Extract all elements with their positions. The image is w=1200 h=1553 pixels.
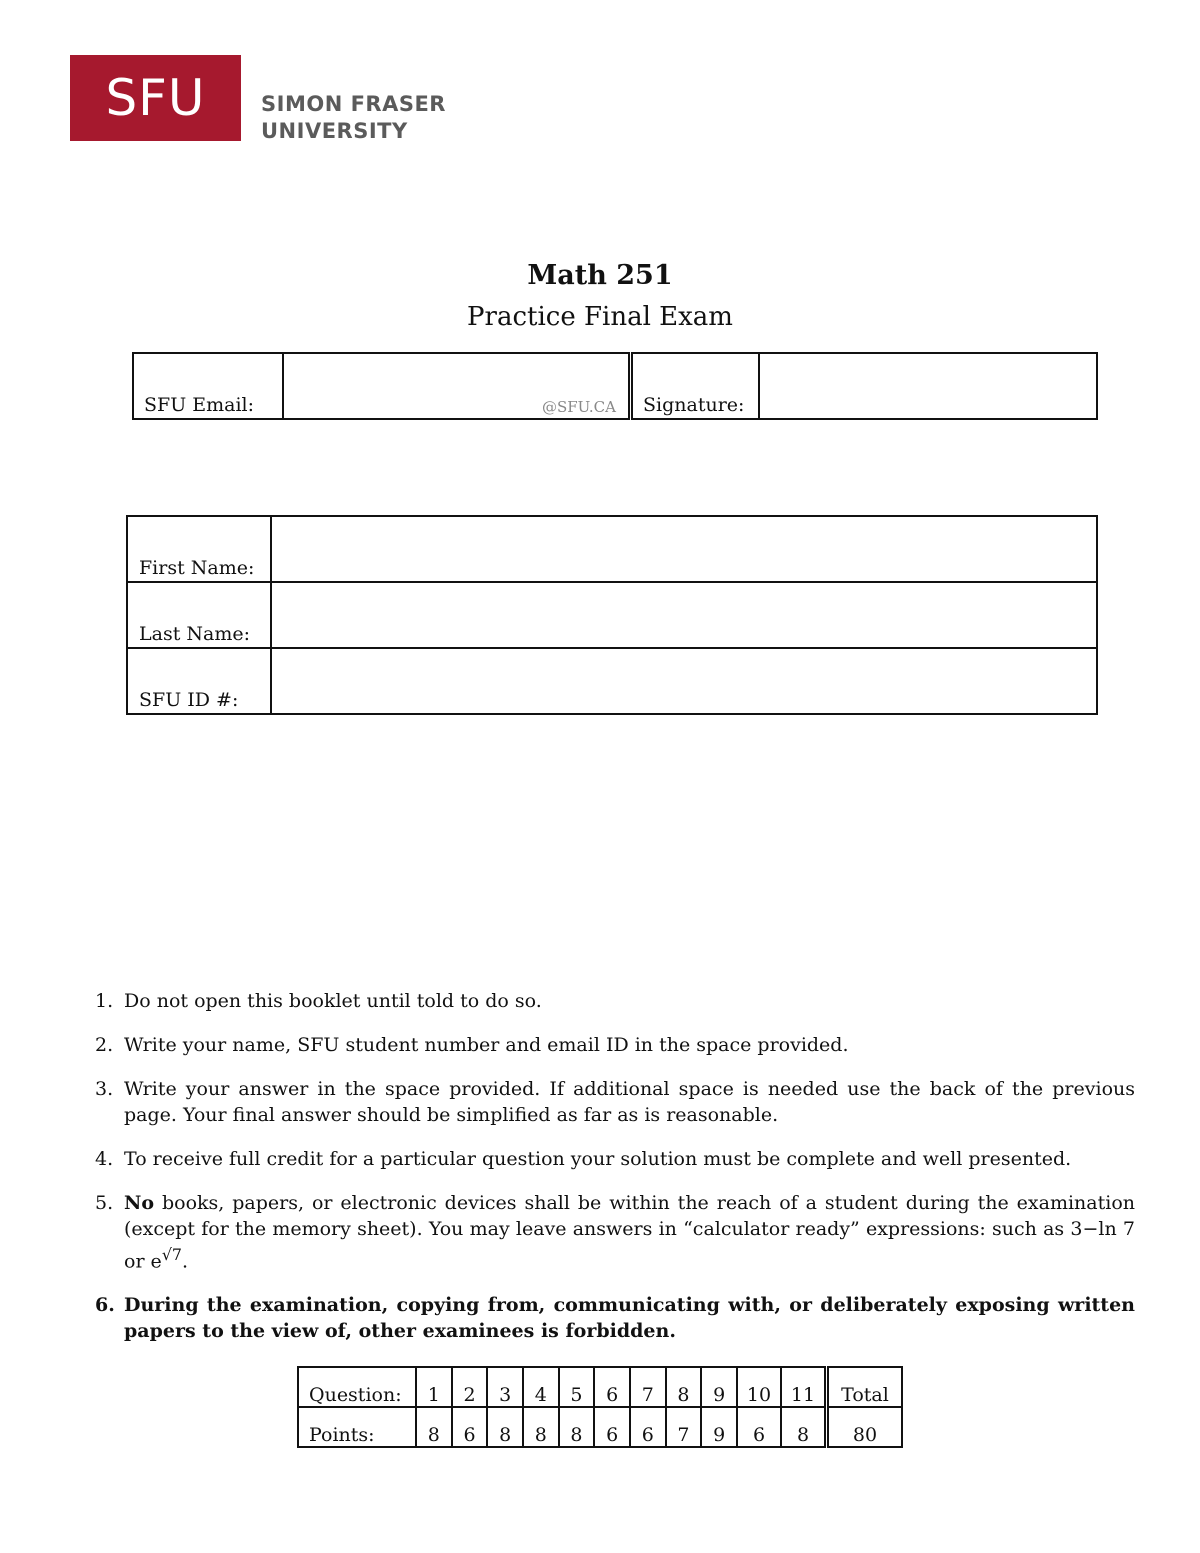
instruction-item <box>95 1292 1135 1344</box>
last-name-label: Last Name: <box>127 582 271 648</box>
instruction-item <box>95 1146 1135 1172</box>
points-cell: 7 <box>666 1407 702 1447</box>
student-id-field[interactable] <box>271 648 1097 714</box>
student-info-table <box>126 515 1098 715</box>
instruction-number: 1. <box>95 990 114 1012</box>
points-cell: 8 <box>523 1407 559 1447</box>
question-cell: 4 <box>523 1367 559 1407</box>
student-id-label: SFU ID #: <box>127 648 271 714</box>
question-cell: 8 <box>666 1367 702 1407</box>
points-table <box>297 1366 903 1448</box>
first-name-label: First Name: <box>127 516 271 582</box>
logo-line-1: SIMON FRASER <box>261 92 446 116</box>
question-header: Question: <box>298 1367 416 1407</box>
points-cell: 8 <box>559 1407 595 1447</box>
question-cell: 9 <box>701 1367 737 1407</box>
instruction-number: 4. <box>95 1148 114 1170</box>
points-cell: 9 <box>701 1407 737 1447</box>
instruction-tail: . <box>181 1250 189 1273</box>
email-signature-table <box>132 352 1098 420</box>
signature-field[interactable] <box>759 353 1097 419</box>
student-id-row <box>127 648 1097 714</box>
points-cell: 6 <box>737 1407 781 1447</box>
first-name-field[interactable] <box>271 516 1097 582</box>
instruction-item <box>95 1076 1135 1128</box>
instruction-item <box>95 1190 1135 1274</box>
instruction-text: Write your name, SFU student number and email ID in the space provided. <box>124 1034 849 1056</box>
points-cell: 6 <box>630 1407 666 1447</box>
instruction-item <box>95 1032 1135 1058</box>
first-name-row <box>127 516 1097 582</box>
last-name-field[interactable] <box>271 582 1097 648</box>
course-title: Math 251 <box>527 260 673 291</box>
instruction-item <box>95 988 1135 1014</box>
instruction-text: Do not open this booklet until told to do so. <box>124 990 542 1012</box>
instruction-emphasis: No <box>124 1192 155 1214</box>
question-cell: 3 <box>487 1367 523 1407</box>
exam-title: Practice Final Exam <box>467 302 733 332</box>
points-header: Points: <box>298 1407 416 1447</box>
last-name-row <box>127 582 1097 648</box>
points-cell: 6 <box>452 1407 488 1447</box>
instruction-text: During the examination, copying from, communicating with, or deliberately exposing written papers to the view of, other examinees is forbidden. <box>124 1294 1135 1343</box>
instructions-list <box>95 988 1135 1362</box>
instruction-text: To receive full credit for a particular question your solution must be complete and well presented. <box>124 1148 1072 1170</box>
logo-line-2: UNIVERSITY <box>261 119 408 143</box>
instruction-text: Write your answer in the space provided. If additional space is needed use the back of the previous page. Your final answer should be simplified as far as is reasonable. <box>124 1078 1135 1126</box>
total-points: 80 <box>827 1407 903 1447</box>
question-cell: 6 <box>594 1367 630 1407</box>
total-header: Total <box>827 1367 903 1407</box>
sfu-logo-mark: SFU <box>70 55 241 141</box>
sfu-logo-wordmark <box>261 91 446 145</box>
points-cell: 6 <box>594 1407 630 1447</box>
sfu-logo <box>70 55 450 145</box>
question-cell: 1 <box>416 1367 452 1407</box>
signature-label: Signature: <box>631 353 760 419</box>
question-cell: 10 <box>737 1367 781 1407</box>
question-row <box>298 1367 902 1407</box>
email-field[interactable]: @SFU.CA <box>283 353 631 419</box>
instruction-number: 3. <box>95 1078 114 1100</box>
question-cell: 5 <box>559 1367 595 1407</box>
email-label: SFU Email: <box>133 353 283 419</box>
points-cell: 8 <box>487 1407 523 1447</box>
points-cell: 8 <box>416 1407 452 1447</box>
instruction-exponent: √7 <box>161 1245 182 1264</box>
instruction-text: books, papers, or electronic devices shall be within the reach of a student during the examination (except for the memory sheet). You may leave answers in “calculator ready” expressions: such as 3−ln 7 or e <box>124 1192 1135 1273</box>
points-cell: 8 <box>781 1407 827 1447</box>
instruction-number: 2. <box>95 1034 114 1056</box>
instruction-number: 6. <box>95 1294 115 1317</box>
question-cell: 11 <box>781 1367 827 1407</box>
points-row <box>298 1407 902 1447</box>
question-cell: 7 <box>630 1367 666 1407</box>
instruction-number: 5. <box>95 1192 114 1214</box>
question-cell: 2 <box>452 1367 488 1407</box>
